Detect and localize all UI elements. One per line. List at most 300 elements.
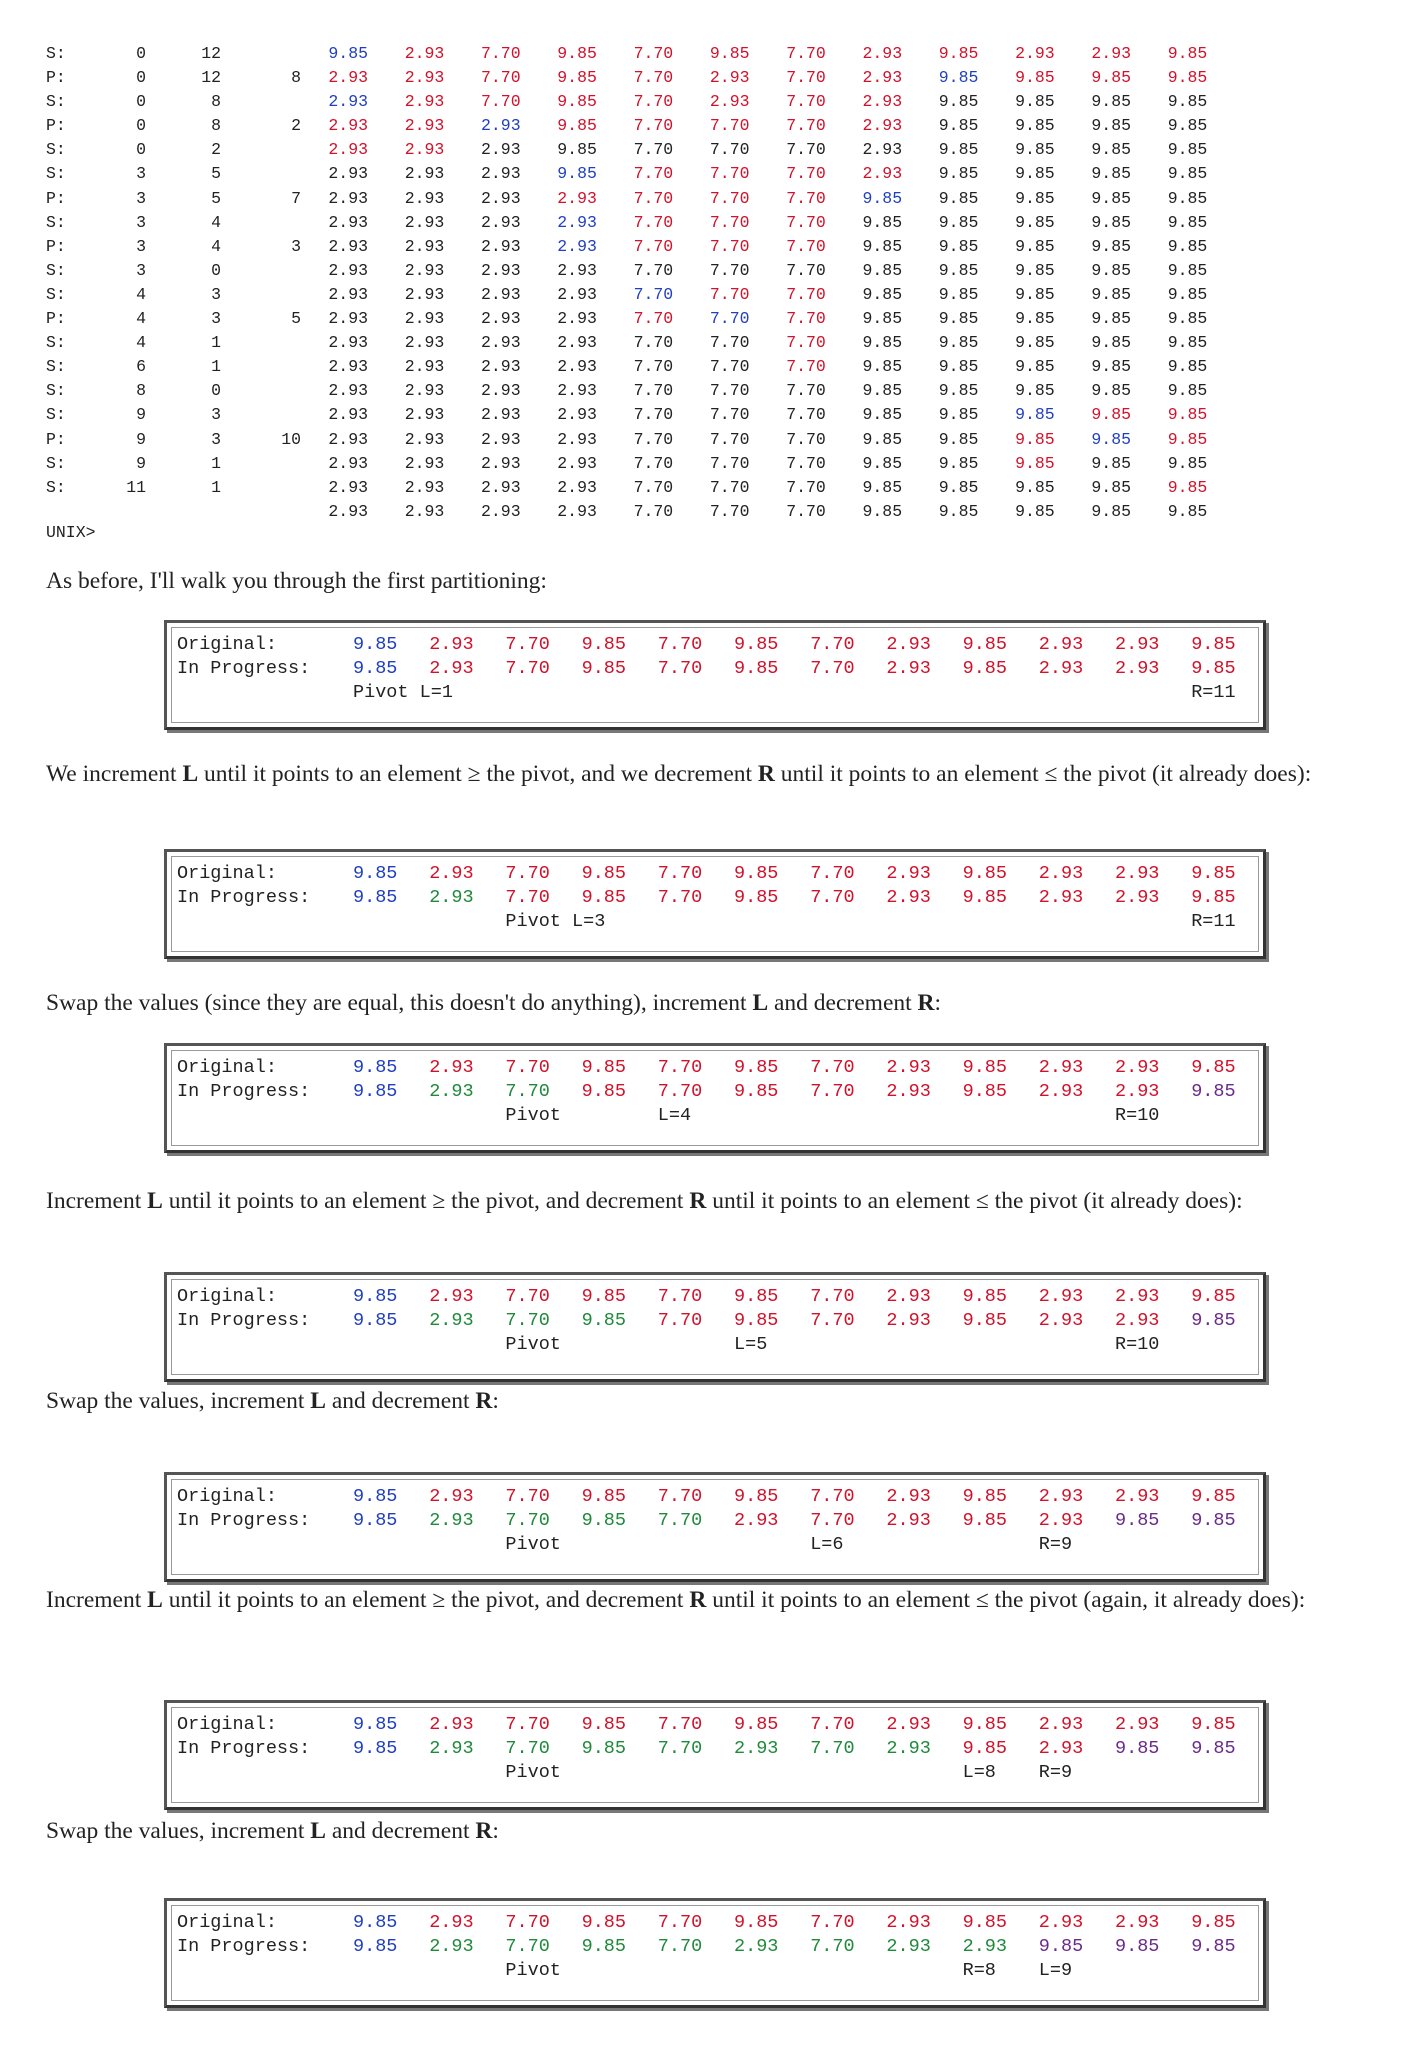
array-value: 7.70 [810,634,855,655]
array-value: 2.93 [886,1057,931,1078]
trace-value: 7.70 [709,236,750,256]
array-value: 7.70 [657,1912,703,1933]
trace-label: P: [46,116,66,136]
paragraph-text: L [147,1587,163,1613]
trace-value: 9.85 [862,188,903,208]
array-value: 9.85 [962,1738,1008,1759]
trace-value: 2.93 [709,92,750,112]
trace-label: P: [46,309,66,329]
array-value: 7.70 [810,863,855,884]
trace-value: 9.85 [1091,188,1131,208]
trace-value: 2.93 [404,140,445,160]
trace-pivot-index: 7 [291,188,301,208]
array-value: 9.85 [353,863,398,884]
trace-right-index: 1 [211,357,221,377]
trace-value: 2.93 [328,284,368,304]
trace-value: 2.93 [328,140,368,160]
trace-value: 7.70 [709,453,750,473]
array-value: 9.85 [1191,1738,1236,1759]
trace-value: 2.93 [404,381,445,401]
trace-value: 9.85 [938,116,979,136]
array-value: 9.85 [734,634,779,655]
trace-value: 9.85 [1091,333,1131,353]
array-value: 7.70 [810,1714,855,1735]
array-value: 9.85 [581,1510,627,1531]
trace-value: 9.85 [938,164,979,184]
trace-value: 7.70 [786,164,826,184]
trace-value: 9.85 [1015,309,1055,329]
trace-value: 9.85 [1167,164,1208,184]
paragraph-text: until it points to an element ≥ the pivot, and we decrement [198,761,758,787]
array-value: 9.85 [353,1057,398,1078]
trace-value: 9.85 [938,188,979,208]
paragraph-text: until it points to an element ≤ the pivot (it already does): [774,761,1312,787]
trace-value: 2.93 [328,260,368,280]
paragraph-text: Swap the values, increment [46,1818,311,1844]
trace-value: 9.85 [1015,333,1055,353]
trace-right-index: 1 [211,477,221,497]
trace-value: 2.93 [404,260,445,280]
trace-value: 9.85 [862,453,903,473]
array-value: 7.70 [657,1057,703,1078]
array-value: 7.70 [657,1738,703,1759]
trace-left-index: 0 [136,116,146,136]
trace-value: 2.93 [1015,44,1055,63]
array-value: 9.85 [962,1057,1008,1078]
trace-value: 9.85 [938,381,979,401]
trace-value: 9.85 [1167,284,1208,304]
trace-value: 2.93 [404,188,445,208]
array-value: 9.85 [962,887,1008,908]
trace-value: 9.85 [557,44,597,63]
array-value: 9.85 [353,1738,398,1759]
trace-value: 9.85 [938,309,979,329]
trace-value: 9.85 [1167,212,1208,232]
array-value: 7.70 [810,1286,855,1307]
row-label: Original: [177,863,277,884]
array-value: 2.93 [1038,1486,1084,1507]
pointer-marker: R=10 [1115,1334,1160,1355]
array-value: 7.70 [810,1486,855,1507]
array-value: 2.93 [1038,658,1084,679]
array-value: 9.85 [1191,1310,1236,1331]
trace-value: 9.85 [1167,116,1208,136]
array-value: 7.70 [657,1510,703,1531]
array-value: 9.85 [1115,1936,1160,1957]
trace-label: S: [46,164,66,184]
trace-value: 9.85 [1015,260,1055,280]
paragraph-text: R [757,761,775,787]
trace-value: 9.85 [1167,333,1208,353]
array-value: 9.85 [353,1714,398,1735]
array-value: 2.93 [1115,863,1160,884]
array-value: 2.93 [1115,1486,1160,1507]
trace-right-index: 0 [211,381,221,401]
trace-value: 2.93 [404,236,445,256]
trace-value: 9.85 [1091,236,1131,256]
paragraph-text: L [310,1818,326,1844]
trace-value: 2.93 [404,92,445,112]
paragraph-text: Increment [46,1188,148,1214]
trace-label: S: [46,405,66,425]
trace-value: 2.93 [480,357,521,377]
array-value: 7.70 [657,1286,703,1307]
array-value: 9.85 [734,1057,779,1078]
trace-label: S: [46,333,66,353]
array-value: 9.85 [734,1081,779,1102]
trace-value: 2.93 [480,453,521,473]
trace-value: 2.93 [862,44,903,63]
trace-value: 9.85 [862,333,903,353]
trace-value: 7.70 [633,381,674,401]
trace-value: 2.93 [480,284,521,304]
array-value: 7.70 [810,658,855,679]
trace-value: 9.85 [862,357,903,377]
trace-value: 9.85 [862,212,903,232]
array-value: 9.85 [962,1310,1008,1331]
trace-value: 9.85 [1015,188,1055,208]
paragraph-text: L [310,1388,326,1414]
trace-value: 9.85 [1091,501,1131,521]
trace-value: 2.93 [328,116,368,136]
array-state-box [164,1700,1266,1810]
trace-value: 9.85 [557,140,597,160]
trace-value: 2.93 [328,501,368,521]
array-value: 9.85 [581,1912,627,1933]
trace-value: 2.93 [862,68,903,88]
array-value: 2.93 [1115,658,1160,679]
array-value: 9.85 [1191,1486,1236,1507]
box-frame [171,627,1259,723]
trace-value: 7.70 [709,429,750,449]
array-value: 2.93 [886,863,931,884]
paragraph-text: Swap the values (since they are equal, this doesn't do anything), increment [46,990,753,1016]
trace-value: 9.85 [938,236,979,256]
array-value: 9.85 [1191,1936,1236,1957]
array-value: 2.93 [886,1936,931,1957]
trace-value: 9.85 [1015,68,1055,88]
paragraph-text: R [475,1388,493,1414]
array-value: 9.85 [962,634,1008,655]
trace-right-index: 4 [211,212,221,232]
trace-value: 9.85 [1091,381,1131,401]
trace-value: 2.93 [480,188,521,208]
trace-value: 2.93 [328,68,368,88]
trace-value: 2.93 [404,309,445,329]
trace-value: 2.93 [328,357,368,377]
array-value: 2.93 [1115,1286,1160,1307]
trace-label: P: [46,236,66,256]
trace-value: 7.70 [786,405,826,425]
paragraph-text: Increment [46,1587,148,1613]
trace-value: 9.85 [1167,68,1208,88]
array-value: 7.70 [505,1936,550,1957]
box-frame [171,1707,1259,1803]
trace-value: 9.85 [1167,44,1208,63]
trace-value: 7.70 [786,284,826,304]
trace-left-index: 3 [136,260,146,280]
array-value: 2.93 [429,887,474,908]
trace-value: 9.85 [938,333,979,353]
trace-value: 7.70 [633,405,674,425]
row-label: Original: [177,1714,277,1735]
trace-value: 7.70 [786,236,826,256]
trace-label: S: [46,260,66,280]
array-value: 7.70 [505,1057,550,1078]
trace-value: 2.93 [404,44,445,63]
array-value: 2.93 [1115,1912,1160,1933]
pointer-marker: Pivot L=1 [353,682,453,703]
array-value: 9.85 [581,1936,627,1957]
trace-value: 2.93 [480,501,521,521]
array-value: 7.70 [810,1936,855,1957]
trace-value: 9.85 [1015,164,1055,184]
trace-value: 2.93 [328,381,368,401]
row-label: In Progress: [177,1310,311,1331]
row-label: Original: [177,634,277,655]
array-value: 7.70 [505,1510,550,1531]
trace-value: 2.93 [862,140,903,160]
array-value: 7.70 [505,634,550,655]
array-value: 9.85 [1115,1738,1160,1759]
array-value: 9.85 [581,658,627,679]
array-value: 9.85 [353,1486,398,1507]
trace-value: 7.70 [786,44,826,63]
array-value: 9.85 [353,1510,398,1531]
trace-left-index: 0 [136,140,146,160]
array-value: 9.85 [581,1714,627,1735]
array-value: 7.70 [810,1310,855,1331]
trace-value: 7.70 [786,357,826,377]
trace-value: 2.93 [557,260,597,280]
trace-value: 2.93 [404,333,445,353]
array-value: 9.85 [962,1714,1008,1735]
trace-value: 2.93 [480,381,521,401]
trace-value: 7.70 [786,429,826,449]
trace-value: 7.70 [633,309,674,329]
trace-pivot-index: 5 [291,309,301,329]
trace-value: 7.70 [786,140,826,160]
trace-value: 2.93 [480,236,521,256]
trace-left-index: 0 [136,68,146,88]
array-value: 2.93 [429,1081,474,1102]
row-label: In Progress: [177,1510,311,1531]
box-frame [171,1050,1259,1146]
trace-value: 9.85 [1091,260,1131,280]
trace-value: 9.85 [1091,140,1131,160]
array-value: 2.93 [734,1936,779,1957]
trace-value: 2.93 [328,212,368,232]
array-value: 2.93 [429,634,474,655]
trace-value: 2.93 [557,188,597,208]
trace-value: 7.70 [709,381,750,401]
trace-value: 7.70 [786,333,826,353]
array-value: 7.70 [505,658,550,679]
trace-value: 7.70 [709,477,750,497]
array-value: 9.85 [1191,1912,1236,1933]
trace-value: 9.85 [1167,309,1208,329]
pointer-marker: Pivot [505,1105,561,1126]
array-value: 9.85 [734,1310,779,1331]
trace-label: S: [46,92,66,112]
array-value: 9.85 [962,1510,1008,1531]
trace-value: 9.85 [1091,309,1131,329]
array-state-box [164,620,1266,730]
trace-value: 9.85 [938,453,979,473]
array-value: 7.70 [505,1286,550,1307]
trace-left-index: 3 [136,164,146,184]
array-value: 2.93 [886,1738,931,1759]
paragraph-text: L [752,990,769,1016]
trace-label: S: [46,381,66,401]
trace-left-index: 8 [136,381,146,401]
array-value: 9.85 [734,1486,779,1507]
trace-value: 7.70 [709,212,750,232]
trace-right-index: 8 [211,116,221,136]
trace-label: P: [46,429,66,449]
trace-pivot-index: 10 [281,429,301,449]
array-value: 9.85 [581,1486,627,1507]
array-value: 9.85 [734,863,779,884]
trace-value: 2.93 [557,453,597,473]
trace-value: 7.70 [633,44,674,63]
trace-value: 7.70 [709,140,750,160]
array-value: 9.85 [1191,1286,1236,1307]
trace-value: 7.70 [786,309,826,329]
box-frame [171,856,1259,952]
trace-label: P: [46,188,66,208]
array-value: 7.70 [810,1738,855,1759]
array-value: 2.93 [1115,1081,1160,1102]
trace-value: 7.70 [709,164,750,184]
trace-value: 7.70 [633,260,674,280]
trace-value: 7.70 [709,188,750,208]
row-label: Original: [177,1057,277,1078]
array-value: 7.70 [810,1510,855,1531]
trace-left-index: 11 [126,477,146,497]
trace-left-index: 0 [136,92,146,112]
trace-value: 9.85 [862,381,903,401]
trace-value: 9.85 [862,309,903,329]
trace-value: 7.70 [709,333,750,353]
array-value: 9.85 [962,1286,1008,1307]
trace-value: 2.93 [404,164,445,184]
row-label: In Progress: [177,1738,311,1759]
paragraph-text: until it points to an element ≥ the pivot, and decrement [162,1587,690,1613]
array-value: 7.70 [657,634,703,655]
trace-value: 7.70 [709,357,750,377]
paragraph-text: until it points to an element ≤ the pivot (it already does): [706,1188,1243,1214]
paragraph-text: : [492,1818,499,1844]
trace-value: 2.93 [557,333,597,353]
trace-label: S: [46,477,66,497]
box-frame [171,1279,1259,1375]
pointer-marker: Pivot [505,1960,561,1981]
array-value: 7.70 [657,1486,703,1507]
trace-value: 9.85 [1167,453,1208,473]
paragraph-text: and decrement [325,1818,476,1844]
trace-left-index: 3 [136,188,146,208]
trace-value: 9.85 [1167,501,1208,521]
trace-value: 7.70 [709,116,750,136]
trace-right-index: 3 [211,284,221,304]
trace-right-index: 1 [211,333,221,353]
array-value: 2.93 [429,1286,474,1307]
array-state-box [164,1272,1266,1382]
trace-value: 9.85 [938,501,979,521]
trace-value: 7.70 [633,212,674,232]
array-value: 2.93 [429,1912,474,1933]
trace-value: 7.70 [786,188,826,208]
trace-value: 2.93 [709,68,750,88]
trace-value: 2.93 [404,429,445,449]
array-value: 9.85 [353,1081,398,1102]
trace-value: 9.85 [862,260,903,280]
array-value: 7.70 [505,1738,550,1759]
explanation-paragraph [46,566,1386,597]
trace-value: 2.93 [480,309,521,329]
trace-value: 2.93 [557,501,597,521]
paragraph-text: L [182,761,199,787]
array-value: 2.93 [1038,1081,1084,1102]
paragraph-text: R [917,990,935,1016]
trace-value: 9.85 [862,501,903,521]
row-label: Original: [177,1286,277,1307]
trace-value: 2.93 [404,116,445,136]
paragraph-text: As before, I'll walk you through the first partitioning: [46,568,547,594]
array-state-box [164,1043,1266,1153]
array-value: 2.93 [429,1510,474,1531]
trace-pivot-index: 8 [291,68,301,88]
row-label: Original: [177,1912,277,1933]
trace-value: 9.85 [938,68,979,88]
trace-value: 9.85 [1015,284,1055,304]
trace-value: 9.85 [1091,453,1131,473]
trace-value: 9.85 [1091,405,1131,425]
array-value: 9.85 [962,1486,1008,1507]
array-value: 7.70 [505,1714,550,1735]
array-value: 2.93 [886,1486,931,1507]
array-value: 2.93 [429,1486,474,1507]
array-value: 9.85 [1191,1057,1236,1078]
trace-value: 7.70 [480,44,521,63]
paragraph-text: until it points to an element ≤ the pivot (again, it already does): [706,1587,1306,1613]
array-value: 2.93 [429,1057,474,1078]
trace-value: 7.70 [786,477,826,497]
array-value: 2.93 [886,1310,931,1331]
trace-value: 9.85 [328,44,368,63]
trace-value: 2.93 [557,477,597,497]
paragraph-text: : [934,990,942,1016]
array-value: 7.70 [505,1912,550,1933]
array-value: 9.85 [962,658,1008,679]
trace-value: 2.93 [404,453,445,473]
trace-value: 7.70 [786,212,826,232]
trace-value: 2.93 [557,357,597,377]
array-value: 7.70 [657,1714,703,1735]
trace-value: 2.93 [404,501,445,521]
array-value: 7.70 [810,887,855,908]
pointer-marker: L=6 [810,1534,844,1555]
trace-value: 9.85 [862,477,903,497]
trace-left-index: 3 [136,212,146,232]
trace-value: 9.85 [1167,429,1208,449]
pointer-marker: L=4 [657,1105,692,1126]
trace-value: 7.70 [633,188,674,208]
trace-value: 9.85 [1091,429,1131,449]
trace-value: 2.93 [557,284,597,304]
pointer-marker: L=5 [734,1334,768,1355]
